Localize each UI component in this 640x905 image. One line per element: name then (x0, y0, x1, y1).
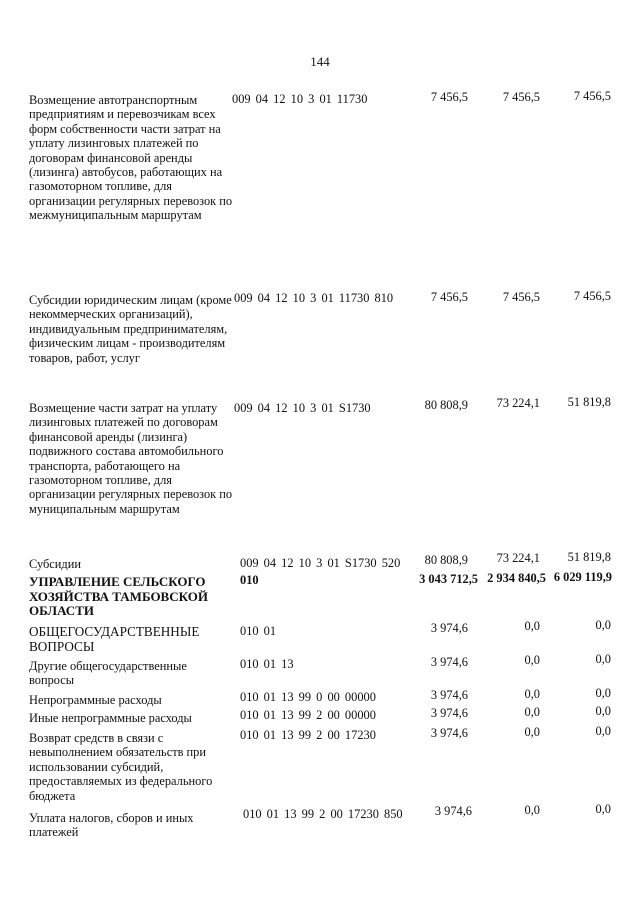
row-code: 010 01 13 99 2 00 17230 850 (243, 807, 403, 821)
row-value-1: 3 974,6 (430, 688, 468, 702)
row-code: 009 04 12 10 3 01 S1730 (234, 401, 371, 415)
row-description: Субсидии юридическим лицам (кроме некоммерческих организаций), индивидуальным предпринимателям, физическим лицам - производителям товаров, работ, услуг (29, 293, 232, 365)
row-value-2: 2 934 840,5 (487, 571, 546, 585)
row-value-2: 73 224,1 (496, 396, 540, 410)
row-value-1: 3 974,6 (430, 655, 468, 669)
row-value-2: 0,0 (524, 725, 540, 739)
row-value-1: 7 456,5 (430, 90, 468, 104)
row-code: 010 01 13 99 2 00 00000 (240, 708, 376, 722)
row-description: Субсидии (29, 557, 81, 571)
row-value-2: 7 456,5 (502, 290, 540, 304)
row-value-1: 3 974,6 (434, 804, 472, 818)
row-description: Иные непрограммные расходы (29, 711, 192, 725)
row-code: 010 01 13 99 2 00 17230 (240, 728, 376, 742)
row-description: Возмещение автотранспортным предприятиям и перевозчикам всех форм собственности части затрат на уплату лизинговых платежей по договорам финансовой аренды (лизинга) автобусов, работающих на газомоторном топливе, для организации регулярных перевозок по межмуниципальным маршрутам (29, 93, 233, 223)
row-value-2: 7 456,5 (502, 90, 540, 104)
row-value-1: 3 043 712,5 (419, 572, 478, 586)
row-code: 010 01 13 (240, 657, 294, 671)
row-value-2: 0,0 (524, 803, 540, 817)
row-value-3: 7 456,5 (573, 289, 611, 303)
row-description: Другие общегосударственные вопросы (29, 659, 187, 688)
row-code: 009 04 12 10 3 01 11730 810 (234, 291, 394, 305)
row-value-3: 0,0 (595, 652, 611, 666)
row-code: 010 (240, 573, 259, 587)
row-value-3: 7 456,5 (573, 89, 611, 103)
row-value-1: 3 974,6 (430, 621, 468, 635)
row-description: Возврат средств в связи с невыполнением обязательств при использовании субсидий, предоставляемых из федерального бюджета (29, 731, 213, 803)
row-description: Возмещение части затрат на уплату лизинговых платежей по договорам финансовой аренды (лизинга) подвижного состава автомобильного транспорта, работающего на газомоторном топливе, для организации регулярных перевозок по муниципальным маршрутам (29, 401, 233, 516)
row-value-2: 0,0 (524, 653, 540, 667)
row-value-3: 0,0 (595, 724, 611, 738)
row-description: ОБЩЕГОСУДАРСТВЕННЫЕ ВОПРОСЫ (29, 624, 200, 654)
row-value-1: 80 808,9 (424, 398, 468, 412)
row-value-2: 0,0 (524, 687, 540, 701)
row-description: Уплата налогов, сборов и иных платежей (29, 811, 194, 840)
row-value-3: 0,0 (595, 618, 611, 632)
page-number: 144 (310, 54, 330, 69)
row-code: 010 01 13 99 0 00 00000 (240, 690, 376, 704)
row-value-1: 3 974,6 (430, 706, 468, 720)
row-value-2: 73 224,1 (496, 551, 540, 565)
row-value-3: 6 029 119,9 (553, 570, 612, 584)
row-value-3: 0,0 (595, 704, 611, 718)
row-value-3: 51 819,8 (567, 550, 611, 564)
row-code: 009 04 12 10 3 01 S1730 520 (240, 556, 401, 570)
row-code: 009 04 12 10 3 01 11730 (232, 92, 368, 106)
row-value-3: 51 819,8 (567, 395, 611, 409)
row-code: 010 01 (240, 624, 277, 638)
row-value-1: 7 456,5 (430, 290, 468, 304)
row-value-2: 0,0 (524, 619, 540, 633)
row-value-1: 80 808,9 (424, 553, 468, 567)
row-value-1: 3 974,6 (430, 726, 468, 740)
row-value-3: 0,0 (595, 802, 611, 816)
row-value-2: 0,0 (524, 705, 540, 719)
row-description: Непрограммные расходы (29, 693, 162, 707)
department-title: УПРАВЛЕНИЕ СЕЛЬСКОГО ХОЗЯЙСТВА ТАМБОВСКОЙ ОБЛАСТИ (29, 574, 208, 618)
row-value-3: 0,0 (595, 686, 611, 700)
